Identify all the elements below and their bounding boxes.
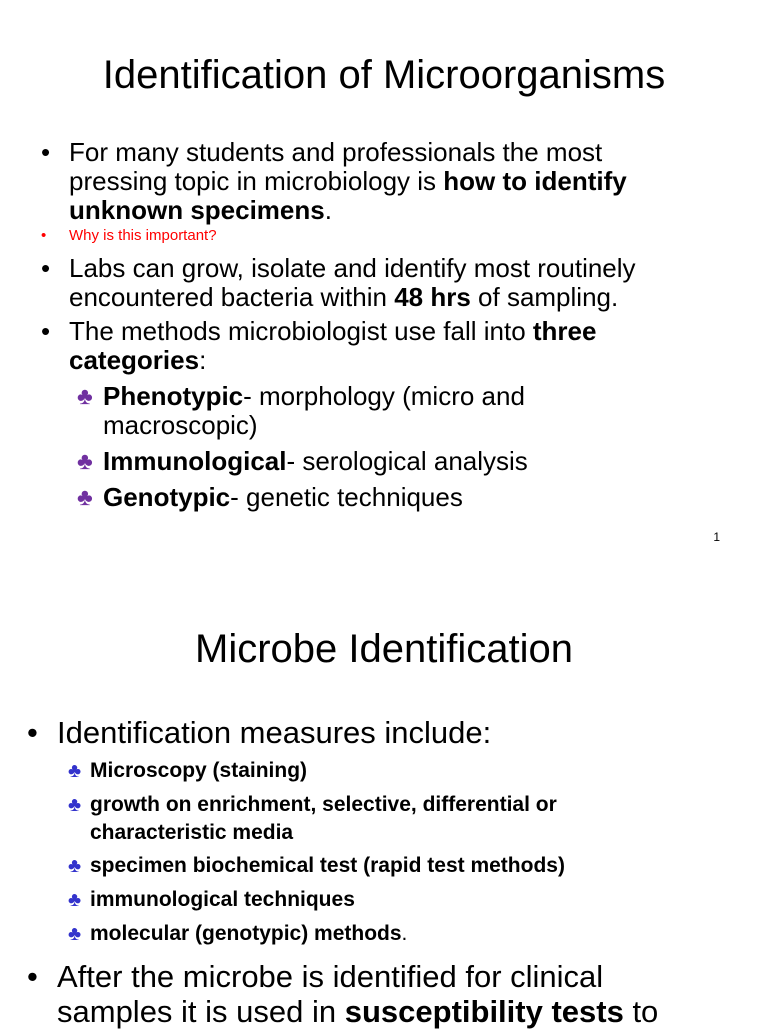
slide-2 bbox=[0, 560, 768, 1029]
slide-1-title: Identification of Microorganisms bbox=[102, 53, 666, 97]
sub-bullet-line: Phenotypic- morphology (micro and bbox=[103, 381, 525, 411]
bullet-icon: • bbox=[41, 316, 51, 346]
sub-bullet-microscopy: ♣ Microscopy (staining) bbox=[90, 757, 307, 785]
club-icon: ♣ bbox=[77, 484, 93, 511]
bullet-identification-measures: • Identification measures include: bbox=[27, 715, 492, 750]
sub-bullet-growth-media: ♣ growth on enrichment, selective, differential or characteristic media bbox=[68, 793, 557, 844]
club-icon: ♣ bbox=[77, 448, 93, 475]
bullet-after-identified: • After the microbe is identified for clinical samples it is used in susceptibility tests to bbox=[27, 959, 659, 1029]
sub-bullet-line: macroscopic) bbox=[103, 410, 258, 440]
page-number: 1 bbox=[713, 530, 720, 544]
bullet-text-line: categories: bbox=[69, 345, 207, 375]
sub-bullet-phenotypic bbox=[77, 381, 525, 440]
bullet-text-line: Labs can grow, isolate and identify most routinely bbox=[69, 253, 636, 283]
bullet-icon: • bbox=[41, 253, 51, 283]
bullet-why-important: • Why is this important? bbox=[41, 227, 217, 244]
bullet-icon: • bbox=[41, 227, 47, 244]
sub-bullet-molecular: ♣ molecular (genotypic) methods. bbox=[90, 920, 407, 948]
sub-bullet-immunological: ♣ immunological techniques bbox=[90, 886, 355, 914]
club-icon: ♣ bbox=[68, 794, 82, 816]
bullet-text-line: encountered bacteria within 48 hrs of sampling. bbox=[69, 282, 619, 312]
club-icon: ♣ bbox=[68, 923, 82, 945]
bullet-text-line: The methods microbiologist use fall into three bbox=[69, 316, 597, 346]
bullet-icon: • bbox=[27, 715, 38, 750]
sub-bullet-immunological bbox=[77, 446, 528, 476]
club-icon: ♣ bbox=[68, 855, 82, 877]
bullet-students bbox=[41, 137, 627, 225]
sub-bullet-line: Immunological- serological analysis bbox=[103, 446, 528, 476]
bullet-labs bbox=[41, 253, 636, 312]
club-icon: ♣ bbox=[68, 760, 82, 782]
slide-2-title: Microbe Identification bbox=[195, 627, 573, 671]
sub-bullet-line: Genotypic- genetic techniques bbox=[103, 482, 463, 512]
bullet-icon: • bbox=[27, 959, 38, 994]
bullet-text-line: For many students and professionals the most bbox=[69, 137, 603, 167]
club-icon: ♣ bbox=[68, 889, 82, 911]
sub-bullet-genotypic bbox=[77, 482, 463, 512]
bullet-text-line: pressing topic in microbiology is how to identify bbox=[69, 166, 627, 196]
club-icon: ♣ bbox=[77, 383, 93, 410]
bullet-text-line: unknown specimens. bbox=[69, 195, 332, 225]
sub-bullet-biochemical: ♣ specimen biochemical test (rapid test methods) bbox=[90, 852, 565, 880]
bullet-methods bbox=[41, 316, 597, 375]
bullet-icon: • bbox=[41, 137, 51, 167]
